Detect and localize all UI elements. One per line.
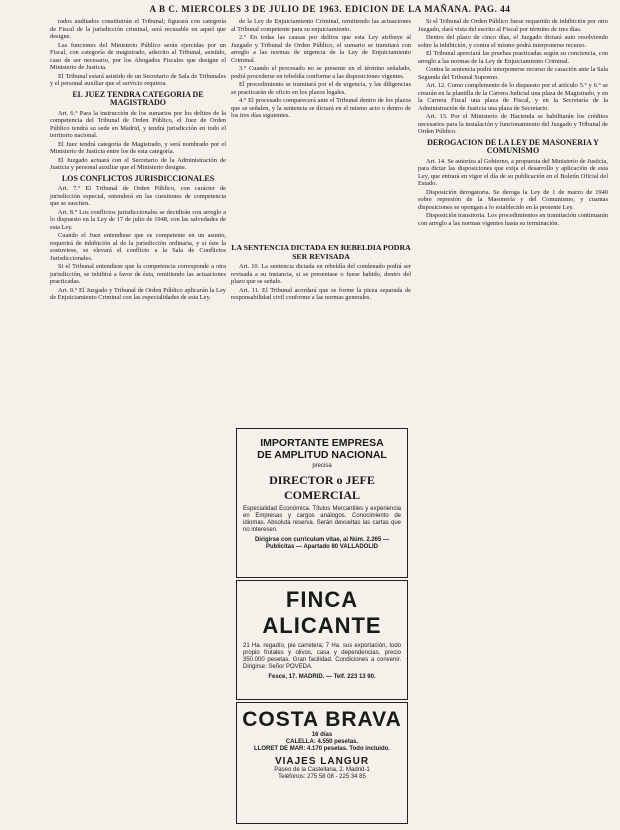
- ad-line-2: LLORET DE MAR: 4.170 pesetas. Todo incluido.: [254, 746, 390, 752]
- paragraph: rados auditados constituirán el Tribunal; figurará con categoría de Fiscal de la jurisdicción criminal, será recusable en aquel que designe.: [50, 18, 226, 40]
- ad-subtitle: 16 días: [311, 732, 333, 738]
- paragraph: Disposición transitoria. Los procedimientos en tramitación continuarán con arreglo a las normas vigentes hasta su terminación.: [418, 212, 608, 227]
- ad-body: Especialidad Económica. Títulos Mercantiles y experiencia en Empresas y cargos análogos. Conocimiento de idiomas. Absoluta reserva. Serán devueltas las cartas que no interesen.: [243, 506, 401, 533]
- ad-role: DIRECTOR o JEFE COMERCIAL: [269, 473, 375, 502]
- paragraph: 2.° En todas las causas por delitos que esta Ley atribuye al Juzgado y Tribunal de Orden Público, el sumario se tramitará con arreglo a las normas de urgencia de la Ley de Enjuiciamiento Criminal.: [231, 34, 411, 64]
- paragraph: Art. 9.° El Juzgado y Tribunal de Orden Público aplicarán la Ley de Enjuiciamiento Criminal con las especialidades de esta Ley.: [50, 286, 226, 301]
- paragraph: 4.° El procesado comparecerá ante el Tribunal dentro de los plazos que se señalen, y la sentencia se dictará en el mismo acto o dentro de los tres días siguientes.: [231, 97, 411, 119]
- classified-ad-finca: [236, 580, 408, 700]
- ad-title-line-1: IMPORTANTE EMPRESA: [260, 437, 384, 449]
- column-2-upper: [231, 18, 411, 240]
- classified-ad-costa-brava: [236, 702, 408, 824]
- paragraph: El Juzgado actuará con el Secretario de la Administración de Justicia y personal auxiliar que el Ministerio designe.: [50, 156, 226, 171]
- ad-agency: VIAJES LANGUR: [274, 756, 370, 767]
- paragraph: El procedimiento se tramitará por el de urgencia, y las diligencias se practicarán de oficio en los plazos legales.: [231, 81, 411, 96]
- paragraph: Si el Tribunal de Orden Público fuese requerido de inhibición por otro Juzgado, dará vista del escrito al Fiscal por término de tres días.: [418, 18, 608, 33]
- ad-contact: Fesce, 17. MADRID. — Telf. 223 13 90.: [268, 674, 376, 680]
- paragraph: Art. 11. El Tribunal acordará que se forme la pieza separada de responsabilidad civil conforme a las normas generales.: [231, 286, 411, 301]
- paragraph: Art. 7.° El Tribunal de Orden Público, con carácter de jurisdicción especial, entenderá en las cuestiones de competencia que se susciten.: [50, 185, 226, 207]
- ad-title: COSTA BRAVA: [242, 708, 402, 731]
- paragraph: El Tribunal apreciará las pruebas practicadas según su conciencia, con arreglo a las normas de la Ley de Enjuiciamiento Criminal.: [418, 50, 608, 65]
- paragraph: Art. 14. Se autoriza al Gobierno, a propuesta del Ministerio de Justicia, para dictar las disposiciones que exija el desarrollo y aplicación de esta Ley, que entrará en vigor el día de su publicación en el Boletín Oficial del Estado.: [418, 157, 608, 187]
- section-heading: LOS CONFLICTOS JURISDICCIONALES: [61, 173, 215, 183]
- ad-contact: Dirigirse con curriculum vitae, al Núm. 2.265 — Publicitas — Apartado 80 VALLADOLID: [254, 537, 390, 550]
- classified-ad-director: [236, 428, 408, 578]
- paragraph: Contra la sentencia podrá interponerse recurso de casación ante la Sala Segunda del Tribunal Supremo.: [418, 66, 608, 81]
- paragraph: Disposición derogatoria. Se deroga la Ley de 1 de marzo de 1940 sobre represión de la Masonería y del Comunismo, y cuantas disposiciones se opongan a lo establecido en la presente Ley.: [418, 188, 608, 211]
- ad-title: FINCA ALICANTE: [262, 587, 382, 638]
- paragraph: 3.° Cuando el procesado no se presente en el término señalado, podrá procederse en rebeldía conforme a las disposiciones vigentes.: [231, 65, 411, 80]
- page-header: A B C. MIERCOLES 3 DE JULIO DE 1963. EDICION DE LA MAÑANA. PAG. 44: [149, 4, 511, 14]
- column-3: [418, 18, 608, 824]
- section-heading: LA SENTENCIA DICTADA EN REBELDIA PODRA SER REVISADA: [231, 243, 411, 261]
- paragraph: Art. 8.° Los conflictos jurisdiccionales se decidirán con arreglo a lo dispuesto en la Ley de 17 de julio de 1948, con las salvedades de esta Ley.: [50, 208, 226, 231]
- paragraph: Art. 10. La sentencia dictada en rebeldía del condenado podrá ser revisada a su instancia, si se presentase o fuese habido, dentro del plazo que se señale.: [231, 263, 411, 285]
- paragraph: Las funciones del Ministerio Público serán ejercidas por un Fiscal, con categoría de magistrado, adscrito al Tribunal, asistido, caso de ser necesario, por los Abogados Fiscales que designe el Ministerio de Justicia.: [50, 41, 226, 71]
- column-2-lower: [231, 240, 411, 420]
- paragraph: Dentro del plazo de cinco días, el Juzgado dictará auto resolviendo sobre la inhibición, y contra el mismo podrá interponerse recurso.: [418, 34, 608, 49]
- ad-phones: Teléfonos: 275 58 08 - 225 34 85: [278, 774, 366, 780]
- ad-pre-text: precisa: [312, 463, 332, 469]
- paragraph: Art. 12. Como complemento de lo dispuesto por el artículo 5.° y 6.° se crearán en la plantilla de la Carrera Judicial una plaza de Magistrado, y en la Carrera Fiscal una plaza de Fiscal, y en la Secretaría de la Administración de Justicia una plaza de Secretario.: [418, 82, 608, 112]
- ad-body: 21 Ha. regadío, pie carretera; 7 Ha. sus exportación, todo propio frutales y olivos, casa y dependencias, precio 350.000 pesetas. Gran facilidad. Condiciones a convenir. Dirigirse: Señor POVEDA.: [243, 643, 401, 670]
- section-heading: EL JUEZ TENDRA CATEGORIA DE MAGISTRADO: [72, 89, 204, 107]
- paragraph: Art. 6.° Para la instrucción de los sumarios por los delitos de la competencia del Tribunal de Orden Público, el Juez de Orden Público tendrá su sede en Madrid, y tendrá jurisdicción en todo el territorio nacional.: [50, 109, 226, 139]
- section-heading: DEROGACION DE LA LEY DE MASONERIA Y COMUNISMO: [427, 137, 599, 155]
- paragraph: Cuando el Juez entendiese que es competente en un asunto, requerirá de inhibición al de la jurisdicción ordinaria, y si éste la sostuviese, se elevará el conflicto a la Sala de Conflictos Jurisdiccionales.: [50, 232, 226, 262]
- paragraph: Si el Tribunal entendiese que la competencia corresponde a otra jurisdicción, se inhibirá a favor de ésta, remitiendo las actuaciones practicadas.: [50, 263, 226, 285]
- column-1: [50, 18, 226, 824]
- ad-address: Paseo de la Castellana, 2. Madrid-1: [274, 767, 370, 773]
- paragraph: El Tribunal estará asistido de un Secretario de Sala de Tribunales y el personal auxiliar que el servicio requiera.: [50, 72, 226, 87]
- ad-line-1: CALELLA: 4.550 pesetas.: [285, 739, 359, 745]
- ad-title-line-2: DE AMPLITUD NACIONAL: [257, 449, 387, 461]
- paragraph: Art. 13. Por el Ministerio de Hacienda se habilitarán los créditos necesarios para la instalación y funcionamiento del Juzgado y Tribunal de Orden Público.: [418, 113, 608, 135]
- paragraph: de la Ley de Enjuiciamiento Criminal, remitiendo las actuaciones al Tribunal competente para su enjuiciamiento.: [231, 18, 411, 33]
- paragraph: El Juez tendrá categoría de Magistrado, y será nombrado por el Ministerio de Justicia entre los de esta categoría.: [50, 140, 226, 155]
